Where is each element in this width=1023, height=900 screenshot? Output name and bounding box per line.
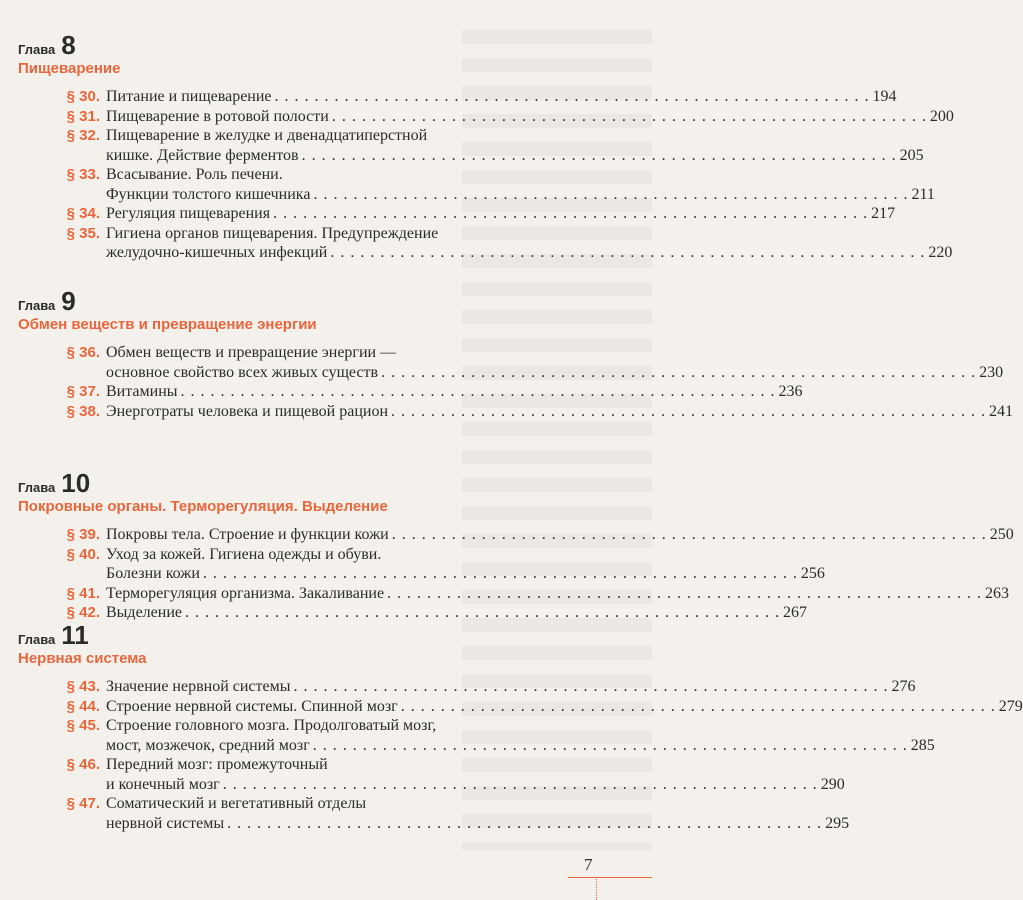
- entry-line: [106, 185, 935, 205]
- toc-entry[interactable]: [18, 382, 803, 402]
- entry-line: [106, 165, 935, 185]
- entry-title-text: Функции толстого кишечника: [106, 185, 311, 203]
- page-ref: 205: [899, 146, 924, 164]
- paragraph-number: § 37.: [66, 383, 100, 400]
- entry-title-text: Всасывание. Роль печени.: [106, 166, 283, 183]
- entry-list: [18, 87, 954, 263]
- page-ref: 295: [825, 814, 850, 832]
- entry-list: [18, 343, 1014, 421]
- toc-entry[interactable]: [18, 716, 935, 755]
- toc-entry[interactable]: [18, 584, 1010, 604]
- page-ref: 256: [800, 565, 825, 582]
- toc-entry[interactable]: [18, 165, 935, 204]
- entry-line: [106, 146, 924, 166]
- entry-title-text: Питание и пищеварение: [106, 88, 272, 105]
- dot-leader: [391, 402, 986, 422]
- entry-text: [106, 87, 897, 107]
- entry-line: [106, 716, 935, 736]
- chapter-title: Пищеварение: [18, 60, 121, 77]
- chapter-label: Глава: [18, 480, 56, 495]
- entry-title-text: основное свойство всех живых существ: [106, 363, 379, 381]
- entry-title-text: мост, мозжечок, средний мозг: [106, 736, 310, 754]
- paragraph-number: § 33.: [66, 166, 100, 183]
- chapter-9: [18, 286, 1014, 421]
- entry-line: [106, 697, 1023, 717]
- entry-list: [18, 677, 1023, 833]
- paragraph-number: § 35.: [66, 224, 100, 242]
- chapter-label: Глава: [18, 298, 56, 313]
- toc-entry[interactable]: [18, 204, 896, 224]
- entry-line: [106, 402, 1013, 422]
- entry-title-text: Выделение: [106, 604, 182, 621]
- toc-entry[interactable]: [18, 87, 897, 107]
- paragraph-number: § 46.: [66, 756, 100, 773]
- dot-leader: [313, 736, 908, 756]
- entry-line: [106, 545, 825, 565]
- entry-text: [106, 677, 916, 697]
- paragraph-number: § 45.: [66, 717, 100, 734]
- chapter-heading: [18, 32, 618, 58]
- paragraph-number: § 40.: [66, 545, 100, 563]
- dot-leader: [302, 146, 897, 166]
- paragraph-number: § 47.: [66, 795, 100, 812]
- entry-title-text: Витамины: [106, 383, 178, 400]
- chapter-heading: [18, 470, 618, 496]
- entry-line: [106, 564, 825, 584]
- page-ref: 236: [778, 383, 803, 400]
- page-ref: 217: [871, 205, 896, 222]
- paragraph-number: § 36.: [66, 344, 100, 361]
- page-ref: 263: [985, 584, 1010, 602]
- dot-leader: [381, 363, 976, 383]
- chapter-title: Обмен веществ и превращение энергии: [18, 316, 317, 333]
- paragraph-number: § 38.: [66, 402, 100, 420]
- entry-title-text: Энерготраты человека и пищевой рацион: [106, 402, 389, 420]
- chapter-heading: [18, 288, 618, 314]
- entry-text: [106, 525, 1014, 545]
- entry-line: [106, 755, 845, 775]
- entry-text: [106, 716, 935, 755]
- entry-text: [106, 584, 1009, 604]
- dot-leader: [401, 697, 996, 717]
- toc-entry[interactable]: [18, 402, 1014, 422]
- chapter-8: [18, 30, 954, 263]
- chapter-label: Глава: [18, 42, 56, 57]
- entry-text: [106, 402, 1013, 422]
- entry-list: [18, 525, 1014, 623]
- paragraph-number: § 41.: [66, 584, 100, 602]
- toc-entry[interactable]: [18, 107, 954, 127]
- entry-line: [106, 363, 1003, 383]
- page-ref: 200: [929, 107, 954, 125]
- page-ref: 241: [989, 402, 1014, 420]
- entry-title-text: Уход за кожей. Гигиена одежды и обуви.: [106, 545, 382, 563]
- entry-line: [106, 126, 924, 146]
- dot-leader: [387, 584, 982, 604]
- entry-line: [106, 603, 807, 623]
- entry-title-text: Соматический и вегетативный отделы: [106, 795, 367, 812]
- dot-leader: [313, 185, 908, 205]
- entry-title-text: Строение головного мозга. Продолговатый мозг,: [106, 717, 437, 734]
- page-number: 7: [584, 855, 593, 874]
- page-ref: 279: [998, 697, 1023, 715]
- entry-text: [106, 204, 895, 224]
- footer-rule: [568, 877, 652, 878]
- dot-leader: [392, 525, 987, 545]
- paragraph-number: § 34.: [66, 205, 100, 222]
- toc-entry[interactable]: [18, 677, 916, 697]
- entry-line: [106, 736, 935, 756]
- entry-text: [106, 603, 807, 623]
- dot-leader: [203, 564, 798, 584]
- paragraph-number: § 39.: [66, 526, 100, 543]
- dot-leader: [185, 603, 780, 623]
- entry-title-text: желудочно-кишечных инфекций: [106, 244, 328, 261]
- chapter-heading: [18, 622, 618, 648]
- toc-entry[interactable]: [18, 126, 924, 165]
- chapter-10: [18, 468, 1014, 623]
- entry-line: [106, 107, 954, 127]
- dot-leader: [330, 243, 925, 263]
- entry-text: [106, 126, 924, 165]
- entry-title-text: Гигиена органов пищеварения. Предупреждение: [106, 224, 439, 242]
- entry-line: [106, 775, 845, 795]
- entry-title-text: Регуляция пищеварения: [106, 205, 271, 222]
- entry-text: [106, 224, 952, 263]
- chapter-number: 11: [61, 620, 89, 650]
- toc-entry[interactable]: [18, 603, 807, 623]
- entry-text: [106, 794, 849, 833]
- entry-text: [106, 107, 954, 127]
- entry-title-text: Покровы тела. Строение и функции кожи: [106, 526, 389, 543]
- dot-leader: [332, 107, 927, 127]
- entry-title-text: нервной системы: [106, 814, 225, 832]
- entry-line: [106, 87, 897, 107]
- entry-line: [106, 224, 952, 244]
- toc-entry[interactable]: [18, 343, 1004, 382]
- entry-title-text: Терморегуляция организма. Закаливание: [106, 584, 385, 602]
- entry-line: [106, 814, 849, 834]
- entry-text: [106, 697, 1023, 717]
- paragraph-number: § 30.: [66, 88, 100, 105]
- entry-text: [106, 755, 845, 794]
- entry-text: [106, 343, 1003, 382]
- entry-line: [106, 677, 916, 697]
- page-ref: 267: [782, 604, 807, 621]
- dot-leader: [181, 382, 776, 402]
- dot-leader: [223, 775, 818, 795]
- page-ref: 276: [891, 678, 916, 695]
- paragraph-number: § 31.: [66, 107, 100, 125]
- entry-title-text: Значение нервной системы: [106, 678, 291, 695]
- entry-line: [106, 343, 1003, 363]
- toc-entry[interactable]: [18, 545, 825, 584]
- chapter-label: Глава: [18, 632, 56, 647]
- entry-line: [106, 382, 803, 402]
- entry-line: [106, 794, 849, 814]
- toc-entry[interactable]: [18, 755, 845, 794]
- page-ref: 285: [910, 736, 935, 754]
- page-ref: 220: [928, 244, 953, 261]
- chapter-number: 8: [61, 30, 76, 60]
- dot-leader: [227, 814, 822, 834]
- entry-title-text: и конечный мозг: [106, 775, 220, 793]
- chapter-11: [18, 620, 1023, 833]
- entry-line: [106, 243, 952, 263]
- toc-entry[interactable]: [18, 794, 850, 833]
- toc-entry[interactable]: [18, 697, 1023, 717]
- entry-title-text: Строение нервной системы. Спинной мозг: [106, 697, 398, 715]
- dot-leader: [275, 87, 870, 107]
- chapter-number: 10: [61, 468, 91, 498]
- dot-leader: [294, 677, 889, 697]
- toc-entry[interactable]: [18, 525, 1014, 545]
- entry-text: [106, 382, 803, 402]
- paragraph-number: § 43.: [66, 678, 100, 695]
- page-ref: 230: [979, 363, 1004, 381]
- entry-title-text: Пищеварение в ротовой полости: [106, 107, 329, 125]
- chapter-title: Нервная система: [18, 650, 147, 667]
- entry-title-text: Пищеварение в желудке и двенадцатиперстной: [106, 127, 428, 144]
- entry-text: [106, 545, 825, 584]
- paragraph-number: § 32.: [66, 127, 100, 144]
- page-ref: 211: [911, 185, 935, 203]
- toc-entry[interactable]: [18, 224, 953, 263]
- entry-title-text: кишке. Действие ферментов: [106, 146, 299, 164]
- page-ref: 194: [872, 88, 897, 105]
- footer-dotted-marker: [596, 877, 597, 900]
- paragraph-number: § 44.: [66, 697, 100, 715]
- page-ref: 290: [820, 775, 845, 793]
- entry-title-text: Передний мозг: промежуточный: [106, 756, 328, 773]
- page-ref: 250: [989, 526, 1014, 543]
- entry-title-text: Обмен веществ и превращение энергии —: [106, 344, 397, 361]
- chapter-title: Покровные органы. Терморегуляция. Выделение: [18, 498, 388, 515]
- paragraph-number: § 42.: [66, 604, 100, 621]
- entry-line: [106, 584, 1009, 604]
- entry-line: [106, 204, 895, 224]
- entry-title-text: Болезни кожи: [106, 565, 200, 582]
- entry-text: [106, 165, 935, 204]
- entry-line: [106, 525, 1014, 545]
- chapter-number: 9: [61, 286, 76, 316]
- dot-leader: [273, 204, 868, 224]
